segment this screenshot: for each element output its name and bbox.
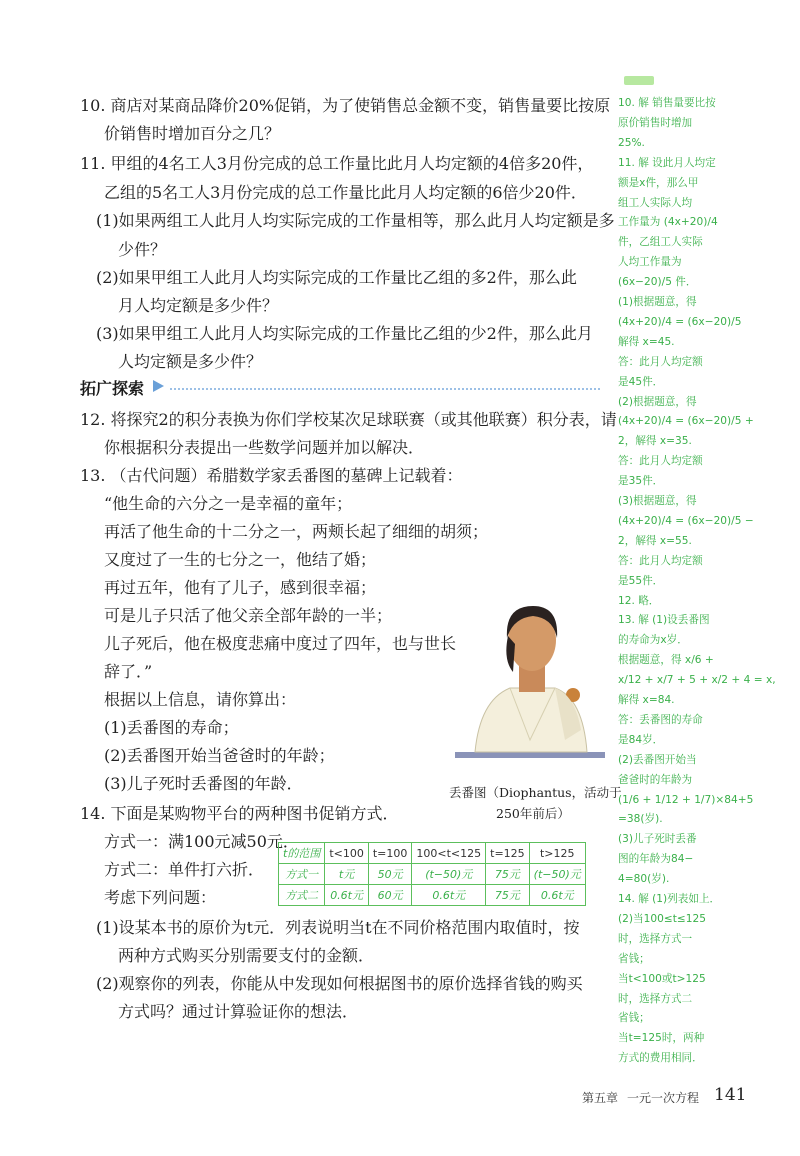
margin-answer-line: 爸爸时的年龄为 — [618, 773, 693, 786]
table-cell: (t−50)元 — [412, 864, 486, 885]
q13-epitaph-2: 再活了他生命的十二分之一，两颊长起了细细的胡须； — [104, 522, 489, 541]
margin-answer-line: 图的年龄为84− — [618, 853, 694, 866]
q11-part1-line1: (1)如果两组工人此月人均实际完成的工作量相等，那么此月人均定额是多 — [96, 211, 615, 230]
price-table — [278, 842, 586, 906]
margin-answer-line: 25%. — [618, 136, 645, 149]
footer-chapter: 第五章 — [582, 1091, 619, 1105]
q11-line1: 11. 甲组的4名工人3月份完成的总工作量比此月人均定额的4倍多20件， — [80, 154, 594, 173]
margin-answer-line: 组工人实际人均 — [618, 196, 693, 209]
margin-answer-line: (2)当100≤t≤125 — [618, 912, 706, 925]
margin-answer-line: 解得 x=45. — [618, 335, 675, 348]
table-cell: 方式二 — [279, 885, 325, 906]
table-row — [279, 843, 586, 864]
margin-answer-line: =38(岁). — [618, 813, 663, 826]
margin-answer-line: 4=80(岁). — [618, 873, 670, 886]
margin-answer-line: (4x+20)/4 = (6x−20)/5 − — [618, 514, 754, 527]
margin-answer-line: (3)根据题意，得 — [618, 495, 697, 507]
table-cell: 0.6t元 — [529, 885, 585, 906]
q11-part2-line2: 月人均定额是多少件？ — [118, 296, 279, 315]
table-cell: 100<t<125 — [412, 843, 486, 864]
q14-part1-line1: (1)设某本书的原价为t元．列表说明当t在不同价格范围内取值时，按 — [96, 918, 580, 937]
margin-answer-line: (6x−20)/5 件． — [618, 276, 697, 289]
answer-tag — [624, 76, 654, 85]
table-cell: t<100 — [325, 843, 369, 864]
q11-line2: 乙组的5名工人3月份完成的总工作量比此月人均定额的6倍少20件． — [104, 183, 587, 202]
margin-answer-line: 2，解得 x=55. — [618, 534, 692, 547]
q14-method1: 方式一：满100元减50元． — [104, 832, 299, 851]
table-cell: t=100 — [368, 843, 412, 864]
table-cell: t=125 — [486, 843, 530, 864]
margin-answer-line: 12. 略． — [618, 594, 660, 607]
margin-answer-line: 方式的费用相同． — [618, 1052, 703, 1065]
portrait-caption-2: 250年前后） — [496, 806, 570, 821]
section-arrow-icon — [153, 380, 164, 392]
margin-answer-line: 11. 解 设此月人均定 — [618, 156, 716, 169]
margin-answer-line: 当t<100或t>125 — [618, 972, 706, 985]
table-row — [279, 885, 586, 906]
margin-answer-line: 2，解得 x=35. — [618, 435, 692, 448]
q13-line1: 13. （古代问题）希腊数学家丢番图的墓碑上记载着： — [80, 466, 463, 485]
q12-line2: 你根据积分表提出一些数学问题并加以解决． — [104, 438, 425, 457]
margin-answer-line: 答：此月人均定额 — [618, 455, 703, 468]
table-cell: t的范围 — [279, 843, 325, 864]
table-cell: (t−50)元 — [529, 864, 585, 885]
margin-answer-line: 10. 解 销售量要比按 — [618, 97, 716, 109]
q14-line1: 14. 下面是某购物平台的两种图书促销方式． — [80, 804, 399, 823]
table-cell: 75元 — [486, 885, 530, 906]
table-cell: 60元 — [368, 885, 412, 906]
margin-answer-line: 解得 x=84. — [618, 694, 675, 706]
margin-answer-line: 答：此月人均定额 — [618, 355, 703, 368]
margin-answer-line: x/12 + x/7 + 5 + x/2 + 4 = x, — [618, 674, 776, 687]
table-cell: t元 — [325, 864, 369, 885]
margin-answer-line: 当t=125时，两种 — [618, 1032, 705, 1045]
section-title: 拓广探索 — [80, 379, 145, 398]
q14-part1-line2: 两种方式购买分别需要支付的金额． — [118, 946, 375, 965]
margin-answer-line: 是84岁． — [618, 733, 664, 746]
margin-answer-line: 根据题意，得 x/6 + — [618, 654, 714, 667]
margin-answer-line: 省钱； — [618, 952, 650, 965]
q13-epitaph-5: 可是儿子只活了他父亲全部年龄的一半； — [104, 606, 393, 625]
q13-sub3: (3)儿子死时丢番图的年龄． — [104, 774, 303, 793]
margin-answer-line: (1/6 + 1/12 + 1/7)×84+5 — [618, 793, 754, 806]
margin-answer-line: 答：丢番图的寿命 — [618, 713, 703, 726]
diophantus-portrait — [455, 600, 610, 765]
page-number: 141 — [714, 1085, 747, 1105]
margin-answer-line: (2)丢番图开始当 — [618, 753, 697, 766]
q13-epitaph-1: “他生命的六分之一是幸福的童年； — [104, 494, 353, 513]
section-divider — [170, 388, 600, 390]
table-row — [279, 864, 586, 885]
q14-consider: 考虑下列问题： — [104, 888, 217, 907]
q14-part2-line1: (2)观察你的列表，你能从中发现如何根据图书的原价选择省钱的购买 — [96, 974, 583, 993]
q11-part1-line2: 少件？ — [118, 240, 167, 259]
margin-answer-line: (3)儿子死时丢番 — [618, 833, 697, 846]
q13-epitaph-7: 辞了．” — [104, 662, 153, 681]
margin-answer-line: 14. 解 (1)列表如上． — [618, 893, 721, 905]
margin-answer-line: 件，乙组工人实际 — [618, 236, 703, 249]
portrait-caption-1: 丢番图（Diophantus，活动于 — [449, 785, 622, 800]
margin-answer-line: (2)根据题意，得 — [618, 395, 697, 408]
q10-line2: 价销售时增加百分之几？ — [104, 124, 281, 143]
margin-answer-line: (1)根据题意，得 — [618, 296, 697, 308]
margin-answer-line: 时，选择方式二 — [618, 992, 693, 1005]
table-cell: 75元 — [486, 864, 530, 885]
margin-answer-line: 额是x件，那么甲 — [618, 176, 699, 189]
q13-epitaph-4: 再过五年，他有了儿子，感到很幸福； — [104, 578, 377, 597]
footer-title: 一元一次方程 — [627, 1091, 700, 1105]
margin-answer-line: 人均工作量为 — [618, 256, 682, 269]
margin-answer-line: 是55件． — [618, 574, 664, 587]
table-cell: t>125 — [529, 843, 585, 864]
q10-line1: 10. 商店对某商品降价20%促销，为了使销售总金额不变，销售量要比按原 — [80, 96, 611, 115]
q14-part2-line2: 方式吗？通过计算验证你的想法． — [118, 1002, 359, 1021]
q13-ask: 根据以上信息，请你算出： — [104, 690, 297, 709]
margin-answer-line: 是45件． — [618, 375, 664, 388]
margin-answer-line: 省钱； — [618, 1012, 650, 1025]
table-cell: 方式一 — [279, 864, 325, 885]
q13-epitaph-3: 又度过了一生的七分之一，他结了婚； — [104, 550, 377, 569]
q13-sub2: (2)丢番图开始当爸爸时的年龄； — [104, 746, 335, 765]
margin-answer-line: 13. 解 (1)设丢番图 — [618, 614, 710, 627]
q11-part3-line2: 人均定额是多少件？ — [118, 352, 263, 371]
q11-part3-line1: (3)如果甲组工人此月人均实际完成的工作量比乙组的少2件，那么此月 — [96, 324, 593, 343]
q12-line1: 12. 将探究2的积分表换为你们学校某次足球联赛（或其他联赛）积分表，请 — [80, 410, 617, 429]
margin-answer-line: 的寿命为x岁． — [618, 634, 688, 647]
q14-method2: 方式二：单件打六折． — [104, 860, 265, 879]
q13-epitaph-6: 儿子死后，他在极度悲痛中度过了四年，也与世长 — [104, 634, 457, 653]
margin-answer-line: 是35件． — [618, 475, 664, 488]
margin-answer-line: 答：此月人均定额 — [618, 554, 703, 567]
table-cell: 0.6t元 — [412, 885, 486, 906]
margin-answer-line: 时，选择方式一 — [618, 932, 693, 945]
margin-answer-line: 工作量为 (4x+20)/4 — [618, 216, 718, 229]
q13-sub1: (1)丢番图的寿命； — [104, 718, 239, 737]
margin-answer-line: (4x+20)/4 = (6x−20)/5 + — [618, 415, 754, 428]
margin-answer-line: (4x+20)/4 = (6x−20)/5 — [618, 315, 742, 328]
q11-part2-line1: (2)如果甲组工人此月人均实际完成的工作量比乙组的多2件，那么此 — [96, 268, 577, 287]
margin-answer-line: 原价销售时增加 — [618, 116, 693, 129]
table-cell: 50元 — [368, 864, 412, 885]
table-cell: 0.6t元 — [325, 885, 369, 906]
